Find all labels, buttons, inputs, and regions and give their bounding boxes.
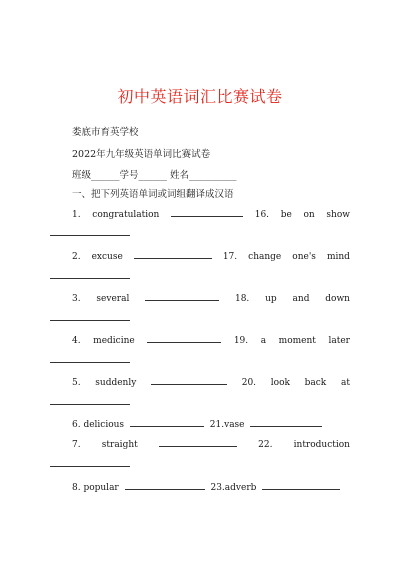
answer-blank-continued[interactable]	[50, 458, 130, 470]
question-word: change	[248, 252, 282, 262]
question-row	[72, 418, 322, 430]
question-number: 17.	[222, 252, 238, 262]
question-row	[72, 250, 350, 262]
question-row	[72, 438, 350, 450]
question-word: suddenly	[95, 378, 137, 388]
question-row	[72, 208, 350, 220]
question-number: 7.	[72, 440, 81, 450]
question-word: down	[325, 294, 350, 304]
question-row	[72, 334, 350, 346]
answer-blank[interactable]	[147, 334, 221, 343]
question-number: 3.	[72, 294, 81, 304]
question-word: 8. popular	[72, 483, 119, 493]
question-word: at	[340, 378, 350, 388]
question-row	[72, 481, 340, 493]
question-word: later	[328, 336, 350, 346]
question-word: straight	[101, 440, 138, 450]
answer-blank[interactable]	[125, 481, 205, 490]
answer-blank-continued[interactable]	[50, 396, 130, 408]
question-word: several	[96, 294, 130, 304]
question-row	[72, 376, 350, 388]
question-word: back	[304, 378, 327, 388]
question-number: 2.	[72, 252, 81, 262]
question-word: mind	[326, 252, 350, 262]
answer-blank[interactable]	[171, 208, 243, 217]
question-word: be	[280, 210, 292, 220]
answer-blank[interactable]	[262, 481, 340, 490]
answer-blank-continued[interactable]	[50, 227, 130, 239]
question-number: 5.	[72, 378, 81, 388]
question-word: on	[303, 210, 315, 220]
question-word: and	[292, 294, 310, 304]
question-word: medicine	[93, 336, 135, 346]
answer-blank[interactable]	[145, 292, 219, 301]
question-word: moment	[278, 336, 316, 346]
question-word: 23.adverb	[210, 483, 257, 493]
question-word: 6. delicious	[72, 420, 125, 430]
answer-blank[interactable]	[159, 438, 237, 447]
question-word: up	[265, 294, 277, 304]
answer-blank[interactable]	[151, 376, 227, 385]
answer-blank-continued[interactable]	[50, 270, 130, 282]
question-word: show	[326, 210, 350, 220]
question-word: introduction	[293, 440, 350, 450]
answer-blank[interactable]	[250, 418, 322, 427]
question-word: excuse	[91, 252, 123, 262]
school-name: 娄底市育英学校	[72, 127, 139, 138]
section-heading: 一、把下列英语单词或词组翻译成汉语	[72, 189, 234, 200]
question-word: a	[260, 336, 267, 346]
question-number: 20.	[241, 378, 257, 388]
exam-name: 2022年九年级英语单词比赛试卷	[72, 149, 211, 160]
question-row	[72, 292, 350, 304]
question-word: look	[270, 378, 290, 388]
question-word: one's	[292, 252, 316, 262]
question-word: 21.vase	[209, 420, 245, 430]
answer-blank-continued[interactable]	[50, 354, 130, 366]
exam-title: 初中英语词汇比赛试卷	[117, 87, 283, 106]
student-info-line: 班级______学号______ 姓名__________	[72, 170, 237, 181]
question-number: 22.	[258, 440, 273, 450]
answer-blank[interactable]	[130, 418, 204, 427]
answer-blank-continued[interactable]	[50, 312, 130, 324]
question-number: 16.	[254, 210, 270, 220]
question-word: congratulation	[92, 210, 160, 220]
question-number: 18.	[234, 294, 250, 304]
question-number: 19.	[233, 336, 249, 346]
question-number: 4.	[72, 336, 81, 346]
question-number: 1.	[72, 210, 81, 220]
answer-blank[interactable]	[134, 250, 212, 259]
